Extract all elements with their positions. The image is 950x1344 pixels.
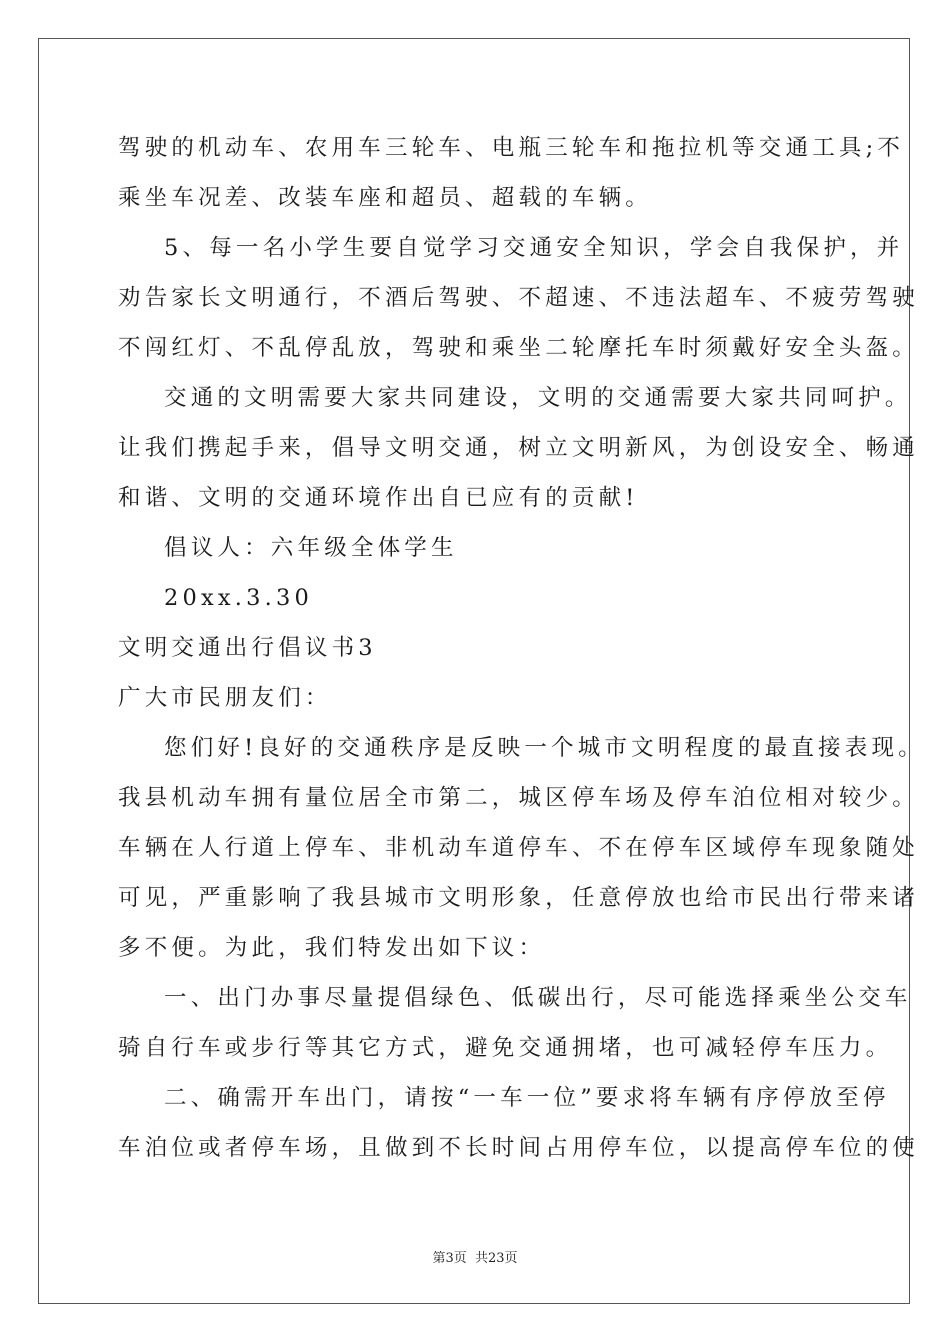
text-line: 多不便。为此，我们特发出如下议： [118, 935, 546, 961]
document-body [118, 126, 925, 1176]
text-line: 我县机动车拥有量位居全市第二，城区停车场及停车泊位相对较少。 [118, 785, 920, 811]
paragraph-start-line: 二、确需开车出门，请按“一车一位”要求将车辆有序停放至停 [164, 1085, 890, 1111]
paragraph-start-line: 您们好!良好的交通秩序是反映一个城市文明程度的最直接表现。 [164, 735, 925, 761]
paragraph-start-line: 交通的文明需要大家共同建设，文明的交通需要大家共同呵护。 [164, 385, 912, 411]
text-line: 车辆在人行道上停车、非机动车道停车、不在停车区域停车现象随处 [118, 835, 920, 861]
text-line: 车泊位或者停车场，且做到不长时间占用停车位，以提高停车位的使 [118, 1135, 920, 1161]
paragraph-start-line: 5、每一名小学生要自觉学习交通安全知识，学会自我保护，并 [164, 235, 904, 261]
text-line: 和谐、文明的交通环境作出自已应有的贡献! [118, 485, 639, 511]
text-line: 让我们携起手来，倡导文明交通，树立文明新风，为创设安全、畅通 [118, 435, 920, 461]
date-line: 20xx.3.30 [164, 585, 314, 611]
text-line: 劝告家长文明通行，不酒后驾驶、不超速、不违法超车、不疲劳驾驶 [118, 285, 920, 311]
salutation-line: 广大市民朋友们： [118, 685, 332, 711]
text-line: 乘坐车况差、改装车座和超员、超载的车辆。 [118, 185, 653, 211]
text-line: 骑自行车或步行等其它方式，避免交通拥堵，也可减轻停车压力。 [118, 1035, 893, 1061]
text-line: 可见，严重影响了我县城市文明形象，任意停放也给市民出行带来诸 [118, 885, 920, 911]
section-heading: 文明交通出行倡议书3 [118, 635, 377, 661]
signatory-line: 倡议人：六年级全体学生 [164, 535, 458, 561]
text-line: 驾驶的机动车、农用车三轮车、电瓶三轮车和拖拉机等交通工具;不 [118, 135, 905, 161]
paragraph-start-line: 一、出门办事尽量提倡绿色、低碳出行，尽可能选择乘坐公交车 [164, 985, 912, 1011]
text-line: 不闯红灯、不乱停乱放，驾驶和乘坐二轮摩托车时须戴好安全头盔。 [118, 335, 920, 361]
page-number-footer: 第3页 共23页 [432, 1251, 518, 1266]
